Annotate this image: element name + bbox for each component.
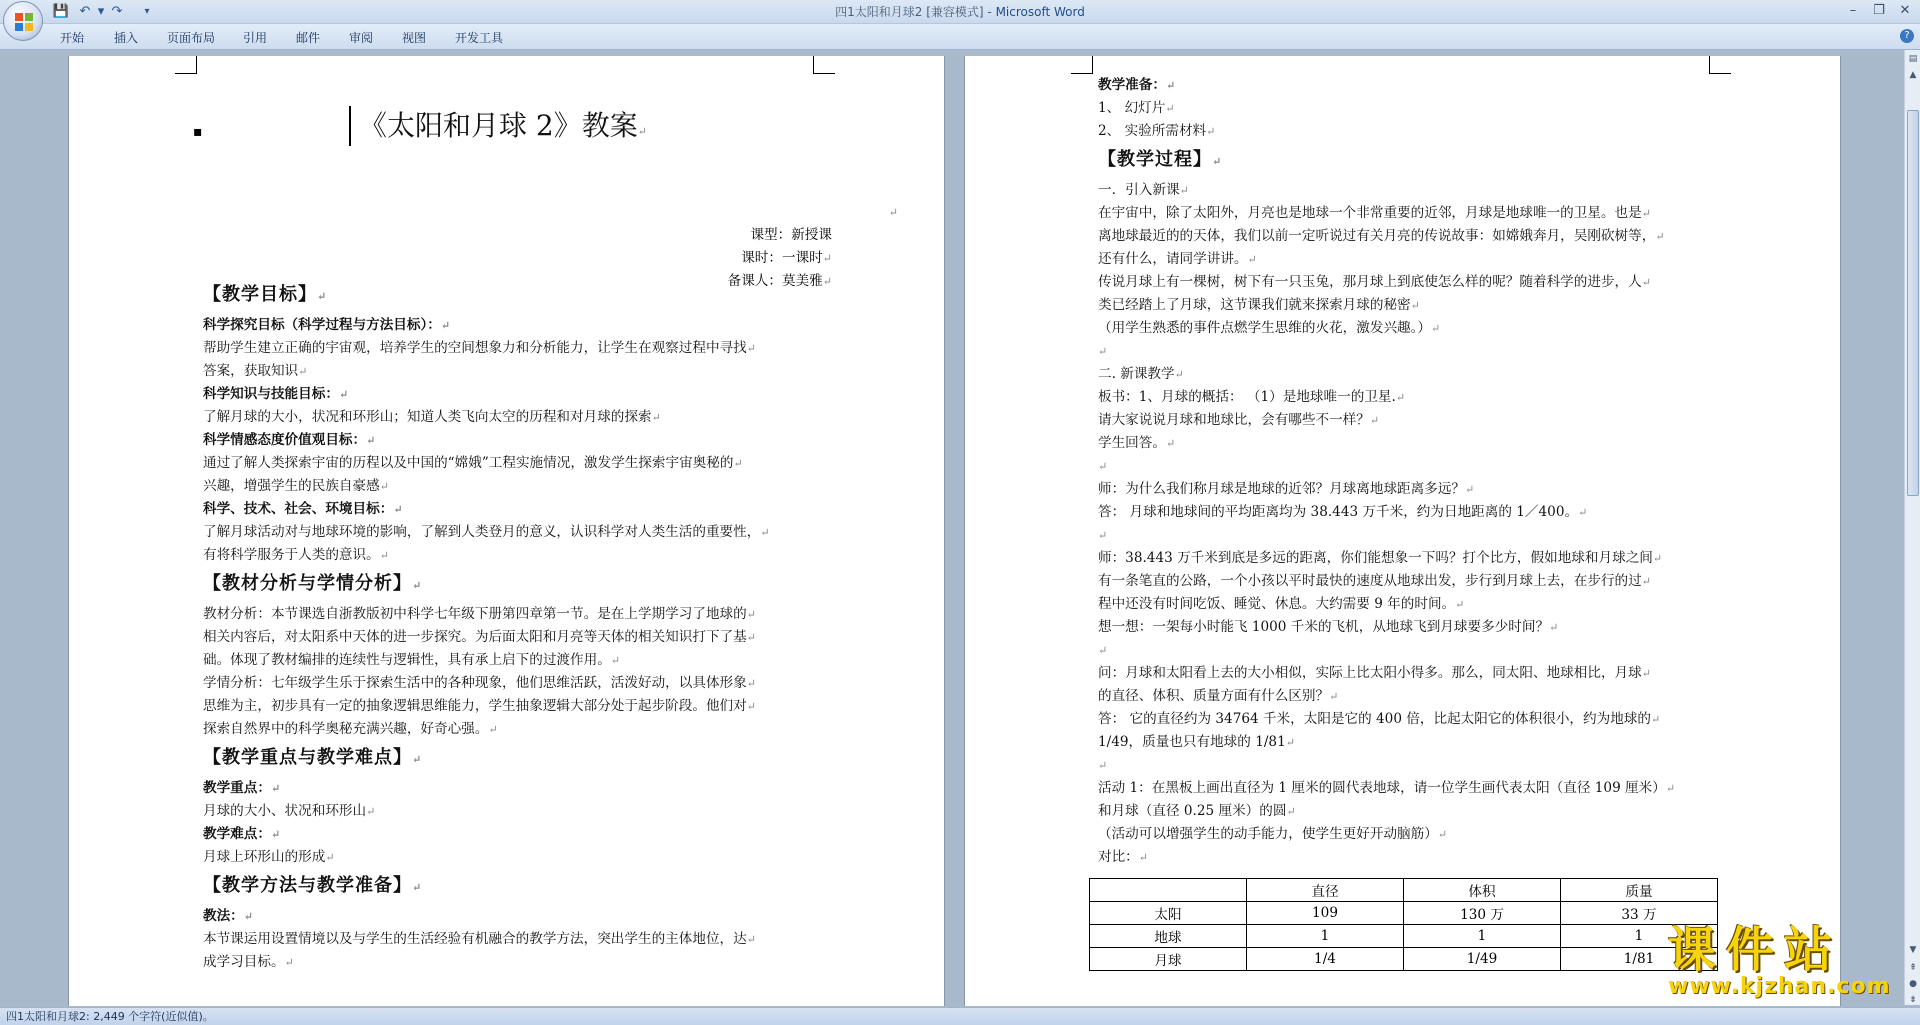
document-line: 师：为什么我们称月球是地球的近邻？月球离地球距离多远？↵ xyxy=(1098,481,1475,497)
table-cell: 1 xyxy=(1561,925,1718,948)
document-line: 想一想：一架每小时能飞 1000 千米的飞机，从地球飞到月球要多少时间？↵ xyxy=(1098,619,1559,635)
tab-references[interactable]: 引用 xyxy=(243,31,268,45)
document-line: 教学重点：↵ xyxy=(203,780,281,796)
document-line: 师：38.443 万千米到底是多远的距离，你们能想象一下吗？打个比方，假如地球和月球之间↵ xyxy=(1098,550,1663,566)
table-cell: 1/81 xyxy=(1561,948,1718,971)
document-line: 相关内容后，对太阳系中天体的进一步探究。为后面太阳和月亮等天体的相关知识打下了基↵ xyxy=(203,629,756,645)
table-cell: 1/4 xyxy=(1247,948,1404,971)
watermark-logo xyxy=(1668,924,1908,1008)
table-cell: 地球 xyxy=(1090,925,1247,948)
vertical-scrollbar[interactable] xyxy=(1904,50,1920,1005)
document-line: 了解月球的大小，状况和环形山；知道人类飞向太空的历程和对月球的探索↵ xyxy=(203,409,661,425)
scroll-up-icon[interactable]: ▲ xyxy=(1909,70,1917,80)
ribbon-tabs xyxy=(0,24,1920,50)
document-page-2[interactable] xyxy=(964,56,1841,1006)
document-line: 一．引入新课↵ xyxy=(1098,182,1189,198)
table-cell: 109 xyxy=(1247,902,1404,925)
document-line: 成学习目标。↵ xyxy=(203,954,294,970)
lesson-author: 备课人：莫美雅↵ xyxy=(727,273,832,289)
document-line: 学生回答。↵ xyxy=(1098,435,1176,451)
status-bar xyxy=(0,1007,1920,1025)
table-row xyxy=(1090,948,1718,971)
word-count-status[interactable]: 四1太阳和月球2: 2,449 个字符(近似值)。 xyxy=(6,1010,214,1023)
workspace-left xyxy=(0,50,68,1010)
watermark-text: 课件站 xyxy=(1668,922,1843,978)
document-line: 2、 实验所需材料↵ xyxy=(1098,123,1216,139)
document-line: 科学、技术、社会、环境目标：↵ xyxy=(203,501,403,517)
document-line: 答： 月球和地球间的平均距离均为 38.443 万千米，约为日地距离的 1／400。↵ xyxy=(1098,504,1588,520)
window-title: 四1太阳和月球2 [兼容模式] - Microsoft Word xyxy=(835,5,1085,19)
close-icon[interactable]: ✕ xyxy=(1899,3,1911,18)
document-line: 答案，获取知识↵ xyxy=(203,363,308,379)
document-line: 教学难点：↵ xyxy=(203,826,281,842)
select-browse-object-icon[interactable]: ● xyxy=(1909,979,1917,989)
tab-developer[interactable]: 开发工具 xyxy=(455,31,504,45)
document-line: 板书：1、月球的概括： （1）是地球唯一的卫星.↵ xyxy=(1098,389,1406,405)
document-line: 帮助学生建立正确的宇宙观，培养学生的空间想象力和分析能力，让学生在观察过程中寻找↵ xyxy=(203,340,756,356)
crop-mark xyxy=(175,56,197,74)
table-cell: 月球 xyxy=(1090,948,1247,971)
undo-dropdown-icon[interactable]: ▾ xyxy=(97,4,105,19)
scroll-thumb[interactable] xyxy=(1907,110,1919,496)
document-line: ↵ xyxy=(1098,759,1108,772)
section-heading: 【教学重点与教学难点】↵ xyxy=(203,747,423,768)
table-cell: 直径 xyxy=(1247,879,1404,902)
document-line: 1、 幻灯片↵ xyxy=(1098,100,1175,116)
document-line: 本节课运用设置情境以及与学生的生活经验有机融合的教学方法，突出学生的主体地位，达↵ xyxy=(203,931,756,947)
tab-home[interactable]: 开始 xyxy=(60,31,85,45)
undo-icon[interactable]: ↶ xyxy=(79,4,91,19)
paragraph-mark: ↵ xyxy=(888,206,898,219)
customize-qat-icon[interactable]: ▾ xyxy=(144,6,150,17)
section-heading: 【教学目标】↵ xyxy=(203,284,328,305)
document-line: 学情分析：七年级学生乐于探索生活中的各种现象，他们思维活跃，活泼好动，以具体形象↵ xyxy=(203,675,756,691)
document-line: 月球的大小、状况和环形山↵ xyxy=(203,803,376,819)
page-gap xyxy=(945,50,964,1010)
document-line: 离地球最近的的天体，我们以前一定听说过有关月亮的传说故事：如嫦娥奔月，吴刚砍树等，↵ xyxy=(1098,228,1665,244)
tab-insert[interactable]: 插入 xyxy=(114,31,139,45)
document-line: 和月球（直径 0.25 厘米）的圆↵ xyxy=(1098,803,1296,819)
document-line: 请大家说说月球和地球比，会有哪些不一样？↵ xyxy=(1098,412,1380,428)
table-cell xyxy=(1090,879,1247,902)
table-cell: 1 xyxy=(1404,925,1561,948)
tab-review[interactable]: 审阅 xyxy=(349,31,374,45)
table-cell: 体积 xyxy=(1404,879,1561,902)
lesson-type: 课型：新授课 xyxy=(750,227,832,243)
document-line: 还有什么，请同学讲讲。↵ xyxy=(1098,251,1257,267)
bullet-mark: ▪ xyxy=(193,124,203,140)
document-line: 兴趣，增强学生的民族自豪感↵ xyxy=(203,478,389,494)
document-line: 探索自然界中的科学奥秘充满兴趣，好奇心强。↵ xyxy=(203,721,498,737)
tab-mailings[interactable]: 邮件 xyxy=(296,31,321,45)
document-line: 对比：↵ xyxy=(1098,849,1148,865)
document-line: 在宇宙中，除了太阳外，月亮也是地球一个非常重要的近邻，月球是地球唯一的卫星。也是↵ xyxy=(1098,205,1651,221)
redo-icon[interactable]: ↷ xyxy=(111,4,123,19)
minimize-icon[interactable]: – xyxy=(1849,3,1857,18)
workspace-right xyxy=(1841,50,1904,1010)
document-line: 有将科学服务于人类的意识。↵ xyxy=(203,547,389,563)
document-line: ↵ xyxy=(1098,644,1108,657)
document-line: 二. 新课教学↵ xyxy=(1098,366,1184,382)
table-row xyxy=(1090,902,1718,925)
ruler-toggle-icon[interactable]: ▤ xyxy=(1908,54,1918,64)
section-heading: 【教学方法与教学准备】↵ xyxy=(203,875,423,896)
help-icon[interactable]: ? xyxy=(1900,29,1914,43)
document-line: 有一条笔直的公路，一个小孩以平时最快的速度从地球出发，步行到月球上去，在步行的过↵ xyxy=(1098,573,1651,589)
document-line: 科学探究目标（科学过程与方法目标）：↵ xyxy=(203,317,451,333)
watermark-url: www.kjzhan.com xyxy=(1668,974,1891,999)
document-line: 了解月球活动对与地球环境的影响，了解到人类登月的意义，认识科学对人类生活的重要性，↵ xyxy=(203,524,770,540)
document-line: 通过了解人类探索宇宙的历程以及中国的“嫦娥”工程实施情况，激发学生探索宇宙奥秘的↵ xyxy=(203,455,743,471)
document-line: 础。体现了教材编排的连续性与逻辑性，具有承上启下的过渡作用。↵ xyxy=(203,652,621,668)
table-header-row xyxy=(1090,879,1718,902)
document-line: 1/49，质量也只有地球的 1/81↵ xyxy=(1098,734,1295,750)
section-heading: 【教材分析与学情分析】↵ xyxy=(203,573,423,594)
comparison-table xyxy=(1089,878,1718,971)
document-line: 教材分析：本节课选自浙教版初中科学七年级下册第四章第一节。是在上学期学习了地球的↵ xyxy=(203,606,756,622)
section-heading: 【教学过程】↵ xyxy=(1098,149,1223,170)
table-cell: 太阳 xyxy=(1090,902,1247,925)
document-line: 程中还没有时间吃饭、睡觉、休息。大约需要 9 年的时间。↵ xyxy=(1098,596,1465,612)
document-line: 问：月球和太阳看上去的大小相似，实际上比太阳小得多。那么，同太阳、地球相比，月球↵ xyxy=(1098,665,1651,681)
document-line: 教学准备：↵ xyxy=(1098,77,1176,93)
crop-mark xyxy=(813,56,835,74)
document-title: 《太阳和月球 2》教案↵ xyxy=(349,106,647,146)
document-line: （活动可以增强学生的动手能力，使学生更好开动脑筋）↵ xyxy=(1098,826,1448,842)
previous-page-icon[interactable]: ⇞ xyxy=(1909,963,1917,973)
save-icon[interactable]: 💾 xyxy=(52,4,70,19)
restore-icon[interactable]: ❐ xyxy=(1873,3,1885,18)
crop-mark xyxy=(1071,56,1093,74)
table-cell: 质量 xyxy=(1561,879,1718,902)
document-line: 科学知识与技能目标：↵ xyxy=(203,386,349,402)
crop-mark xyxy=(1709,56,1731,74)
document-line: 月球上环形山的形成↵ xyxy=(203,849,335,865)
document-line: 类已经踏上了月球，这节课我们就来探索月球的秘密↵ xyxy=(1098,297,1420,313)
office-logo-icon xyxy=(14,12,34,32)
table-cell: 130 万 xyxy=(1404,902,1561,925)
table-row xyxy=(1090,925,1718,948)
document-line: ↵ xyxy=(1098,460,1108,473)
document-line: 科学情感态度价值观目标：↵ xyxy=(203,432,376,448)
tab-page-layout[interactable]: 页面布局 xyxy=(167,31,216,45)
next-page-icon[interactable]: ⇟ xyxy=(1909,995,1917,1005)
document-page-1[interactable] xyxy=(68,56,945,1006)
tab-view[interactable]: 视图 xyxy=(402,31,427,45)
page-2-body xyxy=(1098,74,1675,869)
document-line: 答： 它的直径约为 34764 千米，太阳是它的 400 倍，比起太阳它的体积很小，约为地球的↵ xyxy=(1098,711,1661,727)
table-cell: 1/49 xyxy=(1404,948,1561,971)
document-line: （用学生熟悉的事件点燃学生思维的火花，激发兴趣。）↵ xyxy=(1098,320,1441,336)
office-button[interactable] xyxy=(3,1,43,41)
document-line: 活动 1：在黑板上画出直径为 1 厘米的圆代表地球，请一位学生画代表太阳（直径 109 厘米）↵ xyxy=(1098,780,1676,796)
scroll-down-icon[interactable]: ▼ xyxy=(1909,945,1917,955)
table-cell: 33 万 xyxy=(1561,902,1718,925)
page-1-body xyxy=(203,278,770,974)
document-line: ↵ xyxy=(1098,529,1108,542)
document-line: ↵ xyxy=(1098,345,1108,358)
lesson-hours: 课时：一课时↵ xyxy=(741,250,832,266)
document-line: 的直径、体积、质量方面有什么区别？↵ xyxy=(1098,688,1339,704)
document-line: 教法：↵ xyxy=(203,908,253,924)
document-line: 思维为主，初步具有一定的抽象逻辑思维能力，学生抽象逻辑大部分处于起步阶段。他们对↵ xyxy=(203,698,756,714)
title-bar xyxy=(0,0,1920,24)
table-cell: 1 xyxy=(1247,925,1404,948)
document-line: 传说月球上有一棵树，树下有一只玉兔，那月球上到底使怎么样的呢？随着科学的进步，人↵ xyxy=(1098,274,1651,290)
